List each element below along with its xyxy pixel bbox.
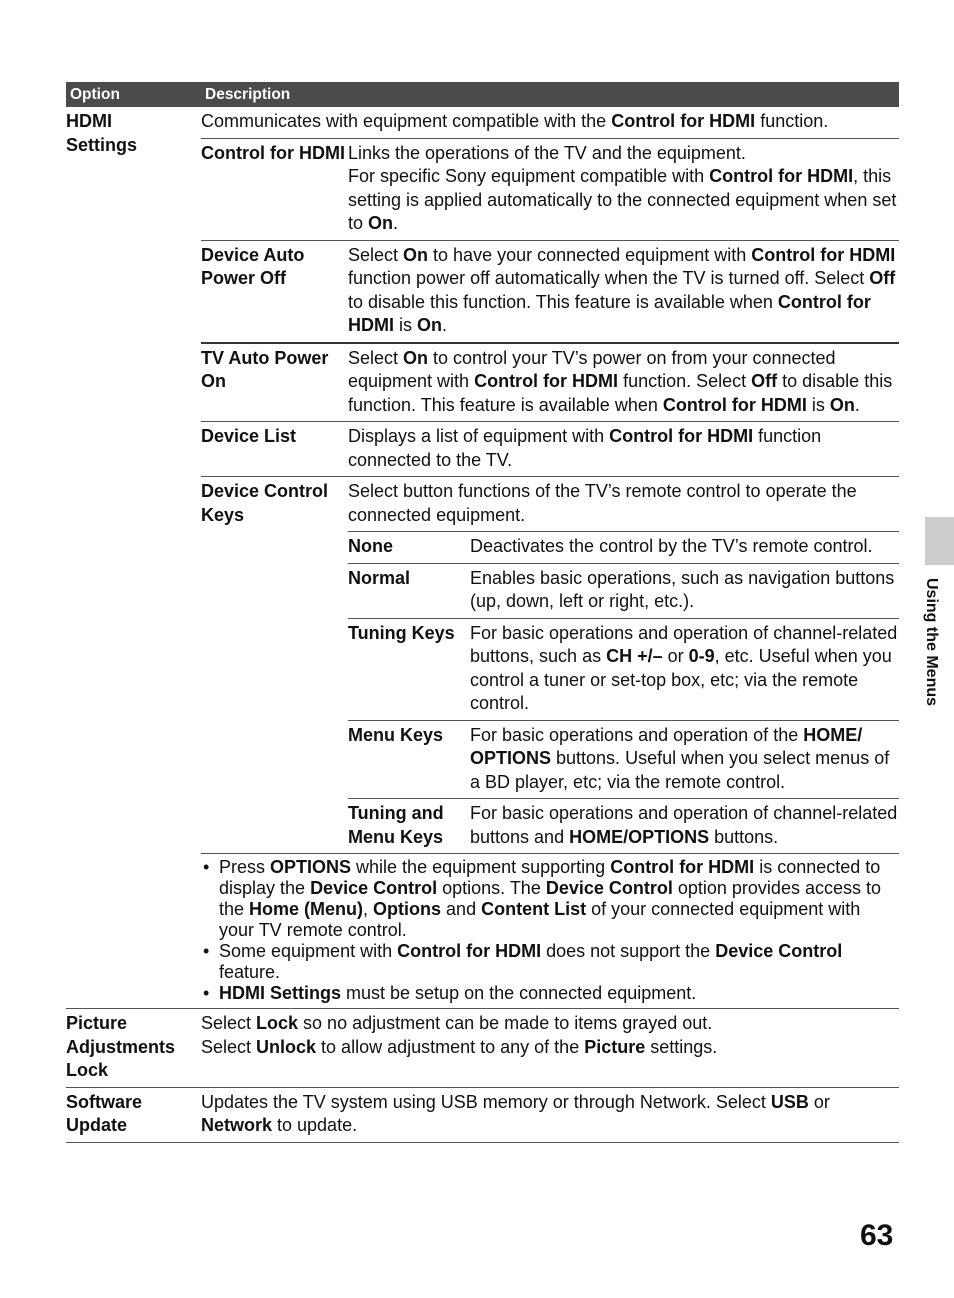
text: HOME/OPTIONS [569,826,710,847]
key-none [348,531,899,563]
text: Links the operations of the TV and the equipment. [348,142,746,163]
sub-desc [348,142,899,236]
text: Communicates with equipment compatible with the [201,111,612,131]
picture-lock-description [201,1012,899,1083]
text: Off [869,268,896,288]
text: buttons. [709,826,779,847]
text: Select [348,244,404,265]
text: does not support the [541,941,716,961]
text: Control for HDMI [751,244,896,265]
text: , etc. Useful when you control a tuner or set-top box, etc; via the remote control. [470,646,892,713]
sub-control-for-hdmi [201,138,899,240]
text: Home (Menu) [249,899,364,919]
text: Some equipment with [219,941,398,961]
text: to disable this function. This feature is available when [348,371,893,415]
text: On [403,347,429,368]
text: to control your TV’s power on from your connected equipment with [348,347,836,391]
text: is [394,315,418,335]
text: options. The [437,878,546,898]
key-desc [470,802,899,849]
text: buttons. Useful when you select menus of a BD player, etc; via the remote control. [470,748,890,792]
software-update-description [201,1091,899,1138]
text: Updates the TV system using USB memory or through Network. Select [201,1091,771,1112]
option-hdmi-settings [66,110,201,1008]
text: 0-9 [688,646,715,666]
sub-desc [348,480,899,853]
note-item [201,983,899,1004]
hdmi-notes [201,853,899,1008]
key-desc: Enables basic operations, such as navigation buttons (up, down, left or right, etc.). [470,567,895,611]
text: function. Select [618,371,752,391]
text: function power off automatically when the TV is turned off. Select [348,268,870,288]
text: Select [201,1013,257,1033]
text: while the equipment supporting [351,857,611,877]
key-label: Tuning Keys [348,622,455,643]
line [201,1012,899,1036]
key-tuning-and-menu-keys [348,798,899,853]
text: Unlock [256,1036,317,1057]
text: function connected to the TV. [348,426,822,470]
text: On [403,244,429,265]
key-desc [470,622,899,716]
note-item [201,857,899,941]
text: Control for HDMI [709,166,854,186]
text: OPTIONS [270,857,352,877]
text: . [393,213,399,233]
text: On [417,315,443,335]
option-picture-adjustments-lock: Picture Adjustments Lock [66,1013,176,1080]
note-item [201,941,899,983]
notes-list [201,857,899,1004]
sub-key: TV Auto Power On [201,347,329,391]
header-option: Option [70,85,120,103]
text: Lock [256,1013,299,1033]
text: so no adjustment can be made to items grayed out. [298,1013,713,1033]
row-picture-adjustments-lock [66,1008,899,1087]
text: to have your connected equipment with [428,244,752,265]
text: Control for HDMI [610,857,755,877]
key-normal [348,563,899,618]
text: Control for HDMI [662,394,807,415]
sub-tv-auto-power-on [201,342,899,422]
text: For basic operations and operation of the [470,724,804,745]
settings-table [66,82,899,1143]
line [201,1036,899,1060]
table-header [66,82,899,107]
text: Control for HDMI [397,941,542,961]
hdmi-description [201,110,899,1008]
text: or [808,1091,830,1112]
text: , this setting is applied automatically to the connected equipment when set to [348,166,897,233]
text: HOME/ OPTIONS [470,724,863,768]
text: Control for HDMI [348,291,871,335]
sub-key: Control for HDMI [201,142,345,163]
text: is connected to display the [219,857,881,898]
text: . [854,394,860,415]
text: must be setup on the connected equipment. [341,983,697,1003]
text: to disable this function. This feature is available when [348,291,778,312]
text: Device Control [310,878,438,898]
text: For specific Sony equipment compatible with [348,166,710,186]
option-software-update: Software Update [66,1091,143,1135]
row-hdmi-settings [66,107,899,1008]
sub-desc [348,244,899,338]
text: , [363,899,374,919]
text: Select [201,1036,257,1057]
text: function. [755,111,829,131]
key-label: None [348,536,393,556]
option-label: HDMI [66,111,112,131]
text: On [368,213,394,233]
sub-desc [348,425,899,472]
key-label: Normal [348,567,411,588]
text: or [662,646,689,666]
header-description: Description [205,85,291,103]
key-label: Menu Keys [348,724,444,745]
text: Content List [481,899,587,919]
text: feature. [219,962,281,982]
text: Picture [584,1036,646,1057]
row-software-update [66,1087,899,1142]
text: Network [201,1115,273,1135]
sub-desc [348,347,899,418]
section-tab [925,517,954,565]
text: Select button functions of the TV’s remote control to operate the connected equipment. [348,481,857,525]
text: Press [219,857,271,877]
text: Control for HDMI [611,111,756,131]
text: CH +/– [606,646,663,666]
text: settings. [645,1036,718,1057]
text: For basic operations and operation of channel-related buttons and [470,803,898,847]
text: and [441,899,482,919]
sub-device-auto-power-off [201,240,899,342]
text: Control for HDMI [474,371,619,391]
text: option provides access to the [219,878,881,919]
key-label: Tuning and Menu Keys [348,803,444,847]
text: Control for HDMI [609,426,754,446]
page-number: 63 [860,1219,894,1252]
text: of your connected equipment with your TV remote control. [219,899,861,940]
text: On [829,394,855,415]
text: to allow adjustment to any of the [316,1036,585,1057]
text: to update. [272,1115,358,1135]
key-menu-keys [348,720,899,799]
text: . [442,315,448,335]
text: Options [373,899,442,919]
option-label: Settings [66,134,138,155]
text: USB [770,1091,809,1112]
table-bottom-rule [66,1142,899,1143]
sub-device-control-keys [201,476,899,853]
section-label [916,578,946,738]
key-tuning-keys [348,618,899,720]
key-desc: Deactivates the control by the TV’s remote control. [470,536,873,556]
sub-key: Device List [201,426,297,446]
text: For basic operations and operation of channel-related buttons, such as [470,622,898,666]
key-desc [470,724,899,795]
text: Displays a list of equipment with [348,426,610,446]
sub-key: Device Control Keys [201,481,329,525]
text: Off [751,371,778,391]
hdmi-intro [201,110,899,138]
text: is [806,394,830,415]
text: Device Control [545,878,673,898]
text: Select [348,347,404,368]
sub-device-list [201,421,899,476]
text: Device Control [715,941,843,961]
sub-key: Device Auto Power Off [201,244,305,288]
text: HDMI Settings [219,983,342,1003]
section-label-text: Using the Menus [923,578,940,707]
